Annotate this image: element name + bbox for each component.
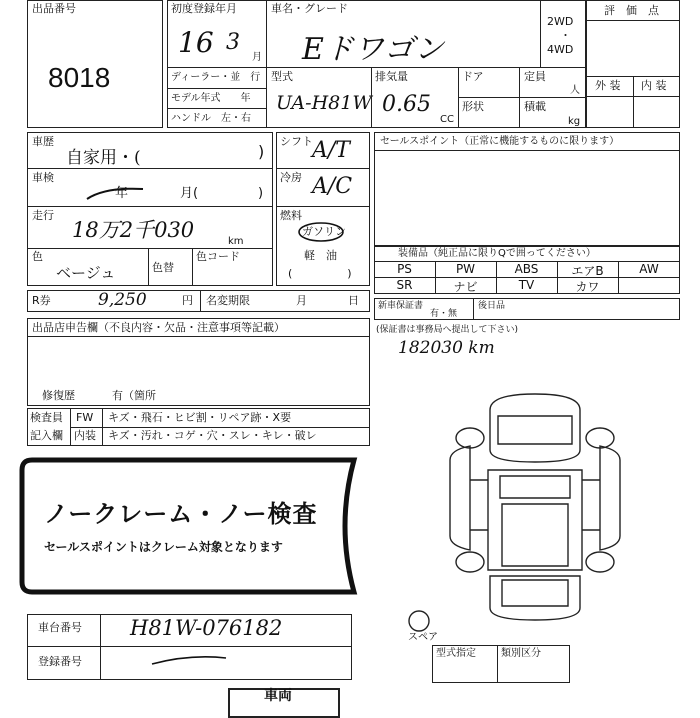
color-label: 色 xyxy=(32,250,43,263)
spare-label: スペア xyxy=(408,632,438,643)
repair-history-label: 修復歴 xyxy=(42,389,75,402)
fuel-gasoline: ガソリン xyxy=(302,225,346,238)
divider xyxy=(374,150,680,151)
category-label: 類別区分 xyxy=(501,648,541,659)
ac: A/C xyxy=(312,174,353,199)
model-year-label: モデル年式 年 xyxy=(171,93,251,104)
equip-airbag: エアB xyxy=(571,264,604,278)
first-reg-month-unit: 月 xyxy=(252,52,262,63)
divider xyxy=(148,248,149,286)
sales-point-label: セールスポイント（正常に機能するものに限ります） xyxy=(380,136,620,147)
divider xyxy=(192,248,193,286)
divider xyxy=(167,108,267,109)
reg-number-strike xyxy=(150,650,230,670)
fuel-diesel: 軽 油 xyxy=(304,249,337,262)
displacement: 0.65 xyxy=(382,92,431,117)
car-name: Eドワゴン xyxy=(302,32,444,67)
wd-separator: ・ xyxy=(560,29,571,42)
warranty-label: 新車保証書 xyxy=(378,301,424,311)
capacity-unit: 人 xyxy=(570,85,580,96)
shaken-year: 年 xyxy=(115,186,129,201)
fuel-label: 燃料 xyxy=(280,209,302,222)
dealer-label: ディーラー・並 行 xyxy=(171,72,261,83)
model-type-label: 型式 xyxy=(271,70,293,83)
name-change-month: 月 xyxy=(296,294,307,307)
interior-items: キズ・汚れ・コゲ・穴・スレ・キレ・破レ xyxy=(108,429,317,442)
2wd-option: 2WD xyxy=(547,15,574,28)
divider xyxy=(70,427,370,428)
name-change-day: 日 xyxy=(348,294,359,307)
no-claim-title: ノークレーム・ノー検査 xyxy=(44,500,318,528)
km-unit: km xyxy=(228,236,244,247)
divider xyxy=(27,206,273,207)
divider xyxy=(586,20,680,21)
body-shape-label: 形状 xyxy=(462,100,484,113)
door-label: ドア xyxy=(462,70,484,83)
divider xyxy=(27,168,273,169)
shaken-strike xyxy=(85,183,145,203)
cut-off-label: 車両 xyxy=(264,688,292,704)
handle-label: ハンドル 左・右 xyxy=(171,113,251,124)
load-unit: kg xyxy=(568,116,581,127)
equipment-label: 装備品（純正品に限りQで囲ってください） xyxy=(398,248,596,259)
fuel-paren: ( ) xyxy=(288,267,352,280)
equip-navi: ナビ xyxy=(453,280,478,294)
recycle-label: R券 xyxy=(32,294,51,307)
exterior-label: 外 装 xyxy=(595,79,621,92)
divider xyxy=(276,168,370,169)
inspector-label: 検査員 xyxy=(30,411,63,424)
interior-items-label: 内装 xyxy=(74,429,96,442)
interior-label: 内 装 xyxy=(641,79,667,92)
color: ベージュ xyxy=(56,264,116,282)
fw-label: FW xyxy=(76,411,94,424)
model-type: UA-H81W xyxy=(276,92,372,114)
shaken-label: 車検 xyxy=(32,171,54,184)
divider xyxy=(633,76,634,128)
spare-tire-icon xyxy=(406,608,432,634)
lot-number-label: 出品番号 xyxy=(32,2,76,15)
capacity-label: 定員 xyxy=(524,70,546,83)
mileage: 18万2千030 xyxy=(72,218,195,242)
cc-unit: CC xyxy=(440,114,454,125)
history-label: 車歴 xyxy=(32,135,54,148)
type-designation-label: 型式指定 xyxy=(436,648,476,659)
divider xyxy=(167,88,267,89)
divider xyxy=(27,248,273,249)
lot-number: 8018 xyxy=(48,62,111,93)
mileage-label: 走行 xyxy=(32,209,54,222)
shaken-month: 月( xyxy=(180,186,199,201)
history-value: 自家用・( xyxy=(66,148,141,168)
shaken-close: ) xyxy=(258,186,264,201)
4wd-option: 4WD xyxy=(547,43,574,56)
equip-leather: カワ xyxy=(575,280,600,294)
color-change-label: 色替 xyxy=(152,261,174,274)
divider xyxy=(473,298,474,320)
warranty-options: 有・無 xyxy=(430,309,458,319)
divider xyxy=(276,206,370,207)
chassis-number: H81W-076182 xyxy=(130,616,283,640)
history-close: ) xyxy=(258,142,265,161)
recycle-value: 9,250 xyxy=(98,290,147,310)
divider xyxy=(100,614,101,680)
warranty-note: (保証書は事務局へ提出して下さい) xyxy=(376,325,519,335)
load-label: 積載 xyxy=(524,100,546,113)
displacement-label: 排気量 xyxy=(375,70,408,83)
repair-history-value: 有（箇所 xyxy=(112,389,156,402)
divider xyxy=(27,646,352,647)
divider xyxy=(27,336,370,337)
equip-sr: SR xyxy=(396,278,413,292)
car-damage-diagram xyxy=(430,380,640,640)
first-reg-year: 16 xyxy=(178,26,214,59)
ac-label: 冷房 xyxy=(280,171,302,184)
handwritten-mileage-note: 182030 km xyxy=(398,338,495,358)
fw-items: キズ・飛石・ヒビ割・リペア跡・X要 xyxy=(108,411,292,424)
seller-report-label: 出品店申告欄（不良内容・欠品・注意事項等記載） xyxy=(32,321,285,334)
divider xyxy=(540,0,541,68)
shift-label: シフト xyxy=(280,135,313,148)
fuel-gasoline-circle xyxy=(296,221,346,243)
reg-number-label: 登録番号 xyxy=(38,655,82,668)
color-code-label: 色コード xyxy=(196,250,240,263)
yen-unit: 円 xyxy=(182,294,193,307)
divider xyxy=(497,645,498,683)
equip-tv: TV xyxy=(518,278,535,292)
chassis-label: 車台番号 xyxy=(38,621,82,634)
shift: A/T xyxy=(312,138,350,163)
equip-aw: AW xyxy=(639,262,659,276)
later-items-label: 後日品 xyxy=(478,301,506,311)
first-reg-label: 初度登録年月 xyxy=(171,2,237,15)
equip-pw: PW xyxy=(455,262,476,276)
car-name-label: 車名・グレード xyxy=(271,2,348,15)
no-claim-subtitle: セールスポイントはクレーム対象となります xyxy=(44,540,283,554)
equip-ps: PS xyxy=(397,262,412,276)
name-change-label: 名変期限 xyxy=(206,294,250,307)
equip-abs: ABS xyxy=(514,262,539,276)
first-reg-month: 3 xyxy=(226,30,240,55)
evaluation-label: 評 価 点 xyxy=(604,4,659,17)
entry-label: 記入欄 xyxy=(30,429,63,442)
